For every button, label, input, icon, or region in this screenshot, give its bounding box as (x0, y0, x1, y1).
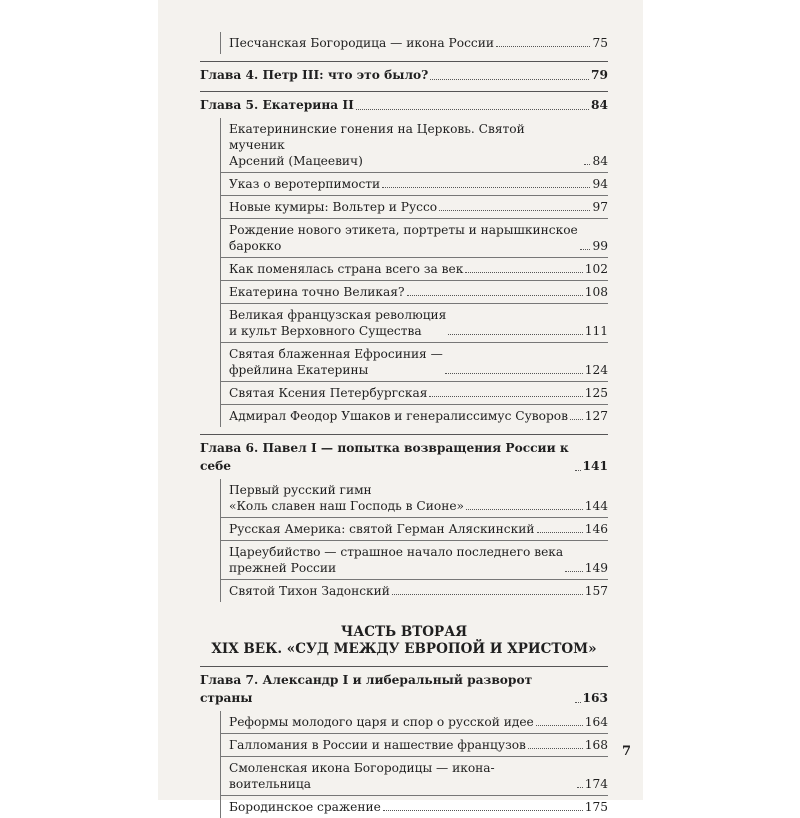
toc-entry (221, 580, 608, 602)
entry-title: Песчанская Богородица — икона России (229, 36, 494, 50)
toc-entry (221, 734, 608, 757)
leader-dots (430, 79, 589, 80)
toc-entry (221, 541, 608, 580)
entry-page: 127 (584, 409, 608, 423)
leader-dots (584, 164, 590, 165)
chapter-title: Глава 7. Александр I и либеральный разворот страны (200, 673, 533, 705)
entry-title: Смоленская икона Богородицы — икона-воительница (229, 761, 495, 791)
entry-line-1: Екатерининские гонения на Церковь. Святой мученик (229, 122, 525, 152)
entry-title: Святая Ксения Петербургская (229, 386, 428, 400)
entry-page: 111 (584, 324, 608, 338)
entry-title (229, 346, 443, 378)
entry-page: 97 (592, 200, 608, 214)
leader-dots (466, 509, 583, 510)
leader-dots (537, 532, 583, 533)
entry-page: 164 (584, 715, 608, 729)
entry-line-2: и культ Верховного Существа (229, 324, 422, 338)
entry-title (229, 121, 582, 169)
leader-dots (407, 295, 583, 296)
intro-section (220, 32, 608, 54)
entry-title: Бородинское сражение (229, 800, 381, 814)
chapter-title: Глава 4. Петр III: что это было? (200, 68, 429, 82)
chapter-title-row (200, 671, 608, 707)
entry-title (229, 307, 446, 339)
leader-dots (528, 748, 583, 749)
leader-dots (465, 272, 582, 273)
entry-line-2: прежней России (229, 561, 337, 575)
leader-dots (496, 46, 591, 47)
entry-page: 174 (584, 777, 608, 791)
toc-entry (221, 304, 608, 343)
toc-entry (221, 382, 608, 405)
entry-title: Как поменялась страна всего за век (229, 262, 464, 276)
leader-dots (575, 470, 581, 471)
entry-line-1: Цареубийство — страшное начало последнего века (229, 545, 564, 559)
chapter-5-entries (220, 118, 608, 427)
entry-page: 84 (592, 154, 608, 168)
entry-page: 99 (592, 239, 608, 253)
leader-dots (575, 702, 581, 703)
leader-dots (383, 810, 583, 811)
entry-line-2: барокко (229, 239, 282, 253)
entry-line-2: «Коль славен наш Господь в Сионе» (229, 499, 464, 513)
entry-page: 175 (584, 800, 608, 814)
toc-entry (221, 118, 608, 173)
entry-page: 168 (584, 738, 608, 752)
leader-dots (445, 373, 583, 374)
chapter-4 (200, 61, 608, 84)
entry-line-2: фрейлина Екатерины (229, 363, 369, 377)
toc-entry (221, 219, 608, 258)
entry-title: Указ о веротерпимости (229, 177, 381, 191)
chapter-title-row (200, 96, 608, 114)
toc-entry (221, 518, 608, 541)
toc-entry (221, 757, 608, 796)
chapter-page: 79 (591, 68, 608, 82)
chapter-7 (200, 666, 608, 818)
entry-title: Святой Тихон Задонский (229, 584, 390, 598)
entry-page: 144 (584, 499, 608, 513)
entry-line-1: Первый русский гимн (229, 483, 372, 497)
entry-title: Новые кумиры: Вольтер и Руссо (229, 200, 438, 214)
entry-title: Реформы молодого царя и спор о русской идее (229, 715, 534, 729)
chapter-7-entries (220, 711, 608, 818)
chapter-6-entries (220, 479, 608, 602)
leader-dots (565, 571, 583, 572)
toc-entry (221, 479, 608, 518)
toc-entry (221, 405, 608, 427)
toc-entry (221, 173, 608, 196)
entry-page: 146 (584, 522, 608, 536)
leader-dots (356, 109, 589, 110)
chapter-title-row (200, 439, 608, 475)
entry-line-1: Великая французская революция (229, 308, 447, 322)
entry-page: 157 (584, 584, 608, 598)
part-title: XIX ВЕК. «СУД МЕЖДУ ЕВРОПОЙ И ХРИСТОМ» (211, 641, 597, 657)
chapter-5 (200, 91, 608, 427)
entry-line-1: Святая блаженная Ефросиния — (229, 347, 443, 361)
toc-entry (221, 796, 608, 818)
chapter-6 (200, 434, 608, 602)
leader-dots (536, 725, 583, 726)
toc-entry (221, 258, 608, 281)
entry-title (229, 482, 464, 514)
toc-entry (221, 343, 608, 382)
entry-line-2: Арсений (Мацеевич) (229, 154, 363, 168)
toc-entry (221, 32, 608, 54)
table-of-contents (200, 32, 608, 818)
entry-page: 108 (584, 285, 608, 299)
entry-line-1: Рождение нового этикета, портреты и нарышкинское (229, 223, 578, 237)
leader-dots (570, 419, 583, 420)
chapter-title: Глава 6. Павел I — попытка возвращения России к себе (200, 441, 569, 473)
part-heading (200, 624, 608, 658)
leader-dots (429, 396, 582, 397)
entry-title: Екатерина точно Великая? (229, 285, 405, 299)
entry-page: 94 (592, 177, 608, 191)
entry-title (229, 544, 563, 576)
entry-page: 75 (592, 36, 608, 50)
chapter-page: 141 (582, 459, 608, 473)
entry-page: 149 (584, 561, 608, 575)
leader-dots (382, 187, 590, 188)
entry-title: Русская Америка: святой Герман Аляскинский (229, 522, 535, 536)
part-number: ЧАСТЬ ВТОРАЯ (340, 624, 468, 640)
chapter-title-row (200, 66, 608, 84)
entry-title: Адмирал Феодор Ушаков и генералиссимус Суворов (229, 409, 568, 423)
entry-title (229, 222, 578, 254)
entry-page: 102 (584, 262, 608, 276)
toc-entry (221, 281, 608, 304)
toc-entry (221, 711, 608, 734)
chapter-title: Глава 5. Екатерина II (200, 98, 354, 112)
leader-dots (577, 787, 583, 788)
leader-dots (448, 334, 582, 335)
toc-entry (221, 196, 608, 219)
entry-page: 125 (584, 386, 608, 400)
leader-dots (392, 594, 583, 595)
entry-title: Галломания в России и нашествие французов (229, 738, 526, 752)
page-number: 7 (622, 744, 632, 759)
leader-dots (439, 210, 590, 211)
leader-dots (580, 249, 591, 250)
chapter-page: 163 (582, 691, 608, 705)
chapter-page: 84 (591, 98, 608, 112)
entry-page: 124 (584, 363, 608, 377)
